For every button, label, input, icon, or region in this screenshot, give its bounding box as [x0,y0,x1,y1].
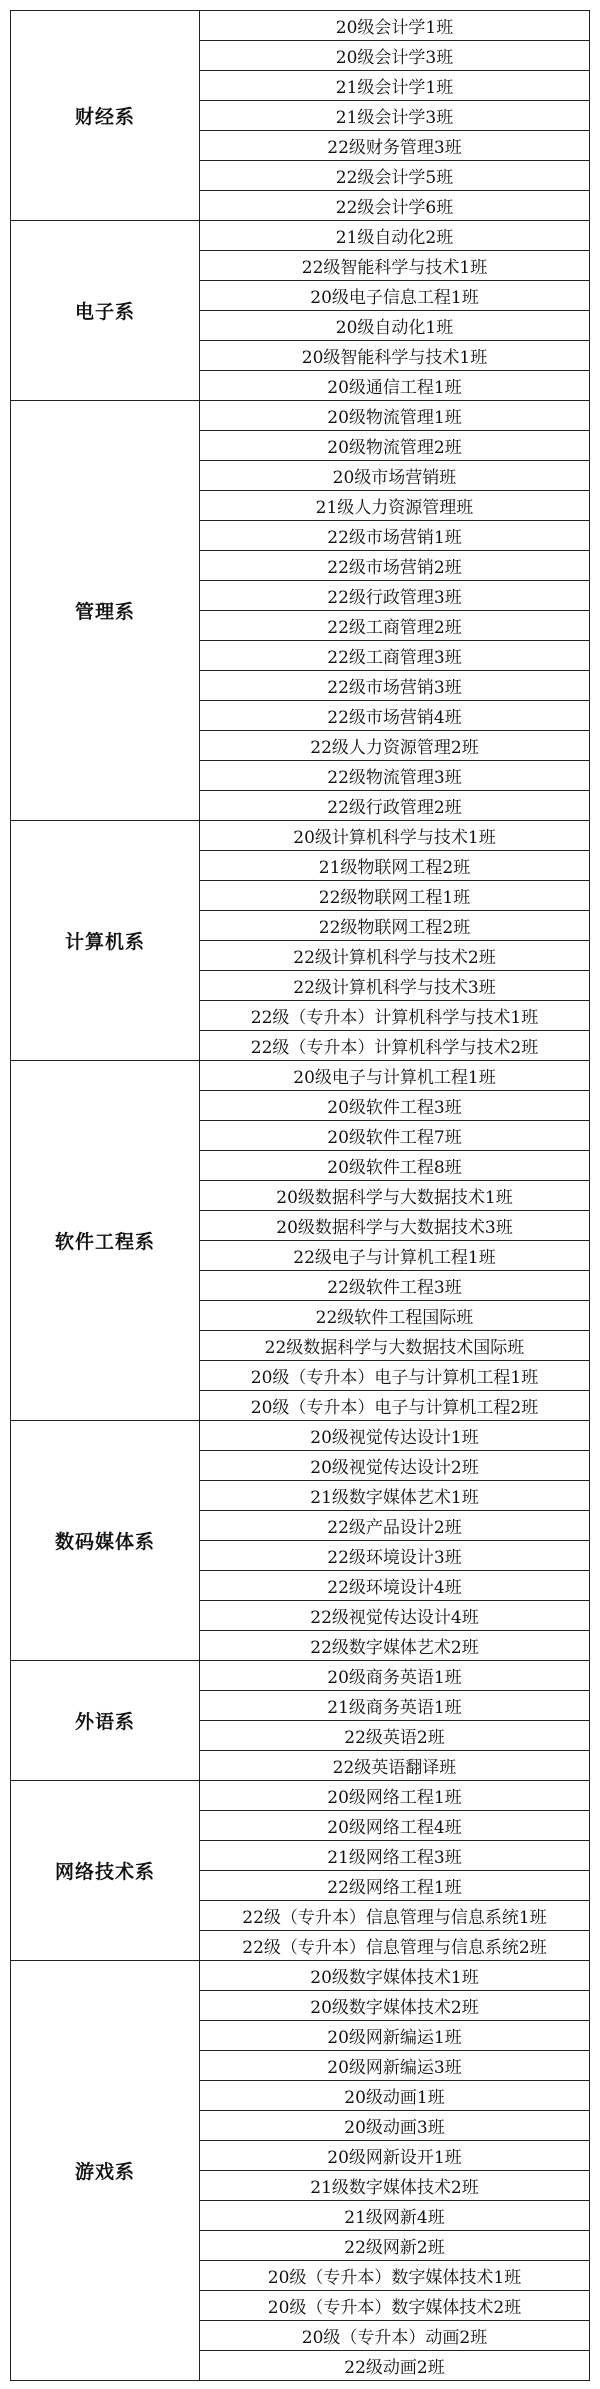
class-cell: 22级英语2班 [200,1721,590,1751]
class-cell: 22级环境设计4班 [200,1571,590,1601]
class-cell: 22级数字媒体艺术2班 [200,1631,590,1661]
department-cell: 财经系 [11,11,200,221]
table-row [11,1421,590,1451]
class-cell: 22级产品设计2班 [200,1511,590,1541]
class-cell: 22级计算机科学与技术2班 [200,941,590,971]
class-cell: 20级网络工程4班 [200,1811,590,1841]
class-cell: 20级（专升本）动画2班 [200,2321,590,2351]
class-cell: 20级网新编运3班 [200,2051,590,2081]
class-cell: 20级数字媒体技术2班 [200,1991,590,2021]
class-cell: 20级会计学3班 [200,41,590,71]
class-cell: 22级软件工程国际班 [200,1301,590,1331]
class-cell: 22级动画2班 [200,2351,590,2381]
class-cell: 20级数据科学与大数据技术3班 [200,1211,590,1241]
class-cell: 22级人力资源管理2班 [200,731,590,761]
class-cell: 21级网络工程3班 [200,1841,590,1871]
class-cell: 20级（专升本）数字媒体技术1班 [200,2261,590,2291]
class-cell: 21级商务英语1班 [200,1691,590,1721]
class-cell: 20级视觉传达设计2班 [200,1451,590,1481]
class-cell: 22级英语翻译班 [200,1751,590,1781]
class-cell: 22级网络工程1班 [200,1871,590,1901]
class-cell: 20级智能科学与技术1班 [200,341,590,371]
class-cell: 22级物联网工程1班 [200,881,590,911]
class-cell: 20级（专升本）电子与计算机工程1班 [200,1361,590,1391]
class-cell: 22级市场营销4班 [200,701,590,731]
class-cell: 20级数字媒体技术1班 [200,1961,590,1991]
class-cell: 20级电子与计算机工程1班 [200,1061,590,1091]
class-cell: 22级（专升本）信息管理与信息系统1班 [200,1901,590,1931]
table-row [11,11,590,41]
class-cell: 22级行政管理2班 [200,791,590,821]
table-row [11,1061,590,1091]
class-cell: 20级自动化1班 [200,311,590,341]
department-cell: 网络技术系 [11,1781,200,1961]
department-cell: 管理系 [11,401,200,821]
table-row [11,1781,590,1811]
class-cell: 22级电子与计算机工程1班 [200,1241,590,1271]
class-cell: 22级软件工程3班 [200,1271,590,1301]
department-cell: 计算机系 [11,821,200,1061]
department-class-table [10,10,590,2381]
table-body [11,11,590,2381]
table-row [11,401,590,431]
class-cell: 22级工商管理2班 [200,611,590,641]
class-cell: 20级通信工程1班 [200,371,590,401]
department-cell: 软件工程系 [11,1061,200,1421]
class-cell: 20级物流管理2班 [200,431,590,461]
class-cell: 22级网新2班 [200,2231,590,2261]
class-cell: 22级行政管理3班 [200,581,590,611]
class-cell: 22级（专升本）信息管理与信息系统2班 [200,1931,590,1961]
table-row [11,1961,590,1991]
class-cell: 21级会计学3班 [200,101,590,131]
class-cell: 21级数字媒体艺术1班 [200,1481,590,1511]
table-row [11,821,590,851]
class-cell: 22级市场营销1班 [200,521,590,551]
class-cell: 20级计算机科学与技术1班 [200,821,590,851]
class-cell: 20级网新编运1班 [200,2021,590,2051]
department-cell: 外语系 [11,1661,200,1781]
class-cell: 22级物联网工程2班 [200,911,590,941]
class-cell: 20级视觉传达设计1班 [200,1421,590,1451]
class-cell: 22级（专升本）计算机科学与技术1班 [200,1001,590,1031]
class-cell: 21级自动化2班 [200,221,590,251]
class-cell: 21级数字媒体技术2班 [200,2171,590,2201]
class-cell: 22级（专升本）计算机科学与技术2班 [200,1031,590,1061]
class-cell: 20级软件工程3班 [200,1091,590,1121]
class-cell: 20级电子信息工程1班 [200,281,590,311]
class-cell: 20级动画1班 [200,2081,590,2111]
class-cell: 21级会计学1班 [200,71,590,101]
class-cell: 21级网新4班 [200,2201,590,2231]
class-cell: 20级物流管理1班 [200,401,590,431]
class-cell: 20级（专升本）电子与计算机工程2班 [200,1391,590,1421]
class-cell: 20级网新设开1班 [200,2141,590,2171]
class-cell: 22级数据科学与大数据技术国际班 [200,1331,590,1361]
class-cell: 20级软件工程7班 [200,1121,590,1151]
class-cell: 22级会计学5班 [200,161,590,191]
class-cell: 20级软件工程8班 [200,1151,590,1181]
class-cell: 22级环境设计3班 [200,1541,590,1571]
class-cell: 20级动画3班 [200,2111,590,2141]
class-cell: 22级市场营销3班 [200,671,590,701]
class-cell: 22级计算机科学与技术3班 [200,971,590,1001]
class-cell: 22级物流管理3班 [200,761,590,791]
class-cell: 21级物联网工程2班 [200,851,590,881]
class-cell: 22级工商管理3班 [200,641,590,671]
class-cell: 20级网络工程1班 [200,1781,590,1811]
department-cell: 游戏系 [11,1961,200,2381]
class-cell: 22级财务管理3班 [200,131,590,161]
department-cell: 数码媒体系 [11,1421,200,1661]
class-cell: 20级数据科学与大数据技术1班 [200,1181,590,1211]
class-cell: 22级视觉传达设计4班 [200,1601,590,1631]
class-cell: 22级会计学6班 [200,191,590,221]
department-cell: 电子系 [11,221,200,401]
table-row [11,1661,590,1691]
class-cell: 20级市场营销班 [200,461,590,491]
table-row [11,221,590,251]
class-cell: 22级市场营销2班 [200,551,590,581]
class-cell: 22级智能科学与技术1班 [200,251,590,281]
class-cell: 21级人力资源管理班 [200,491,590,521]
class-cell: 20级商务英语1班 [200,1661,590,1691]
class-cell: 20级（专升本）数字媒体技术2班 [200,2291,590,2321]
class-cell: 20级会计学1班 [200,11,590,41]
